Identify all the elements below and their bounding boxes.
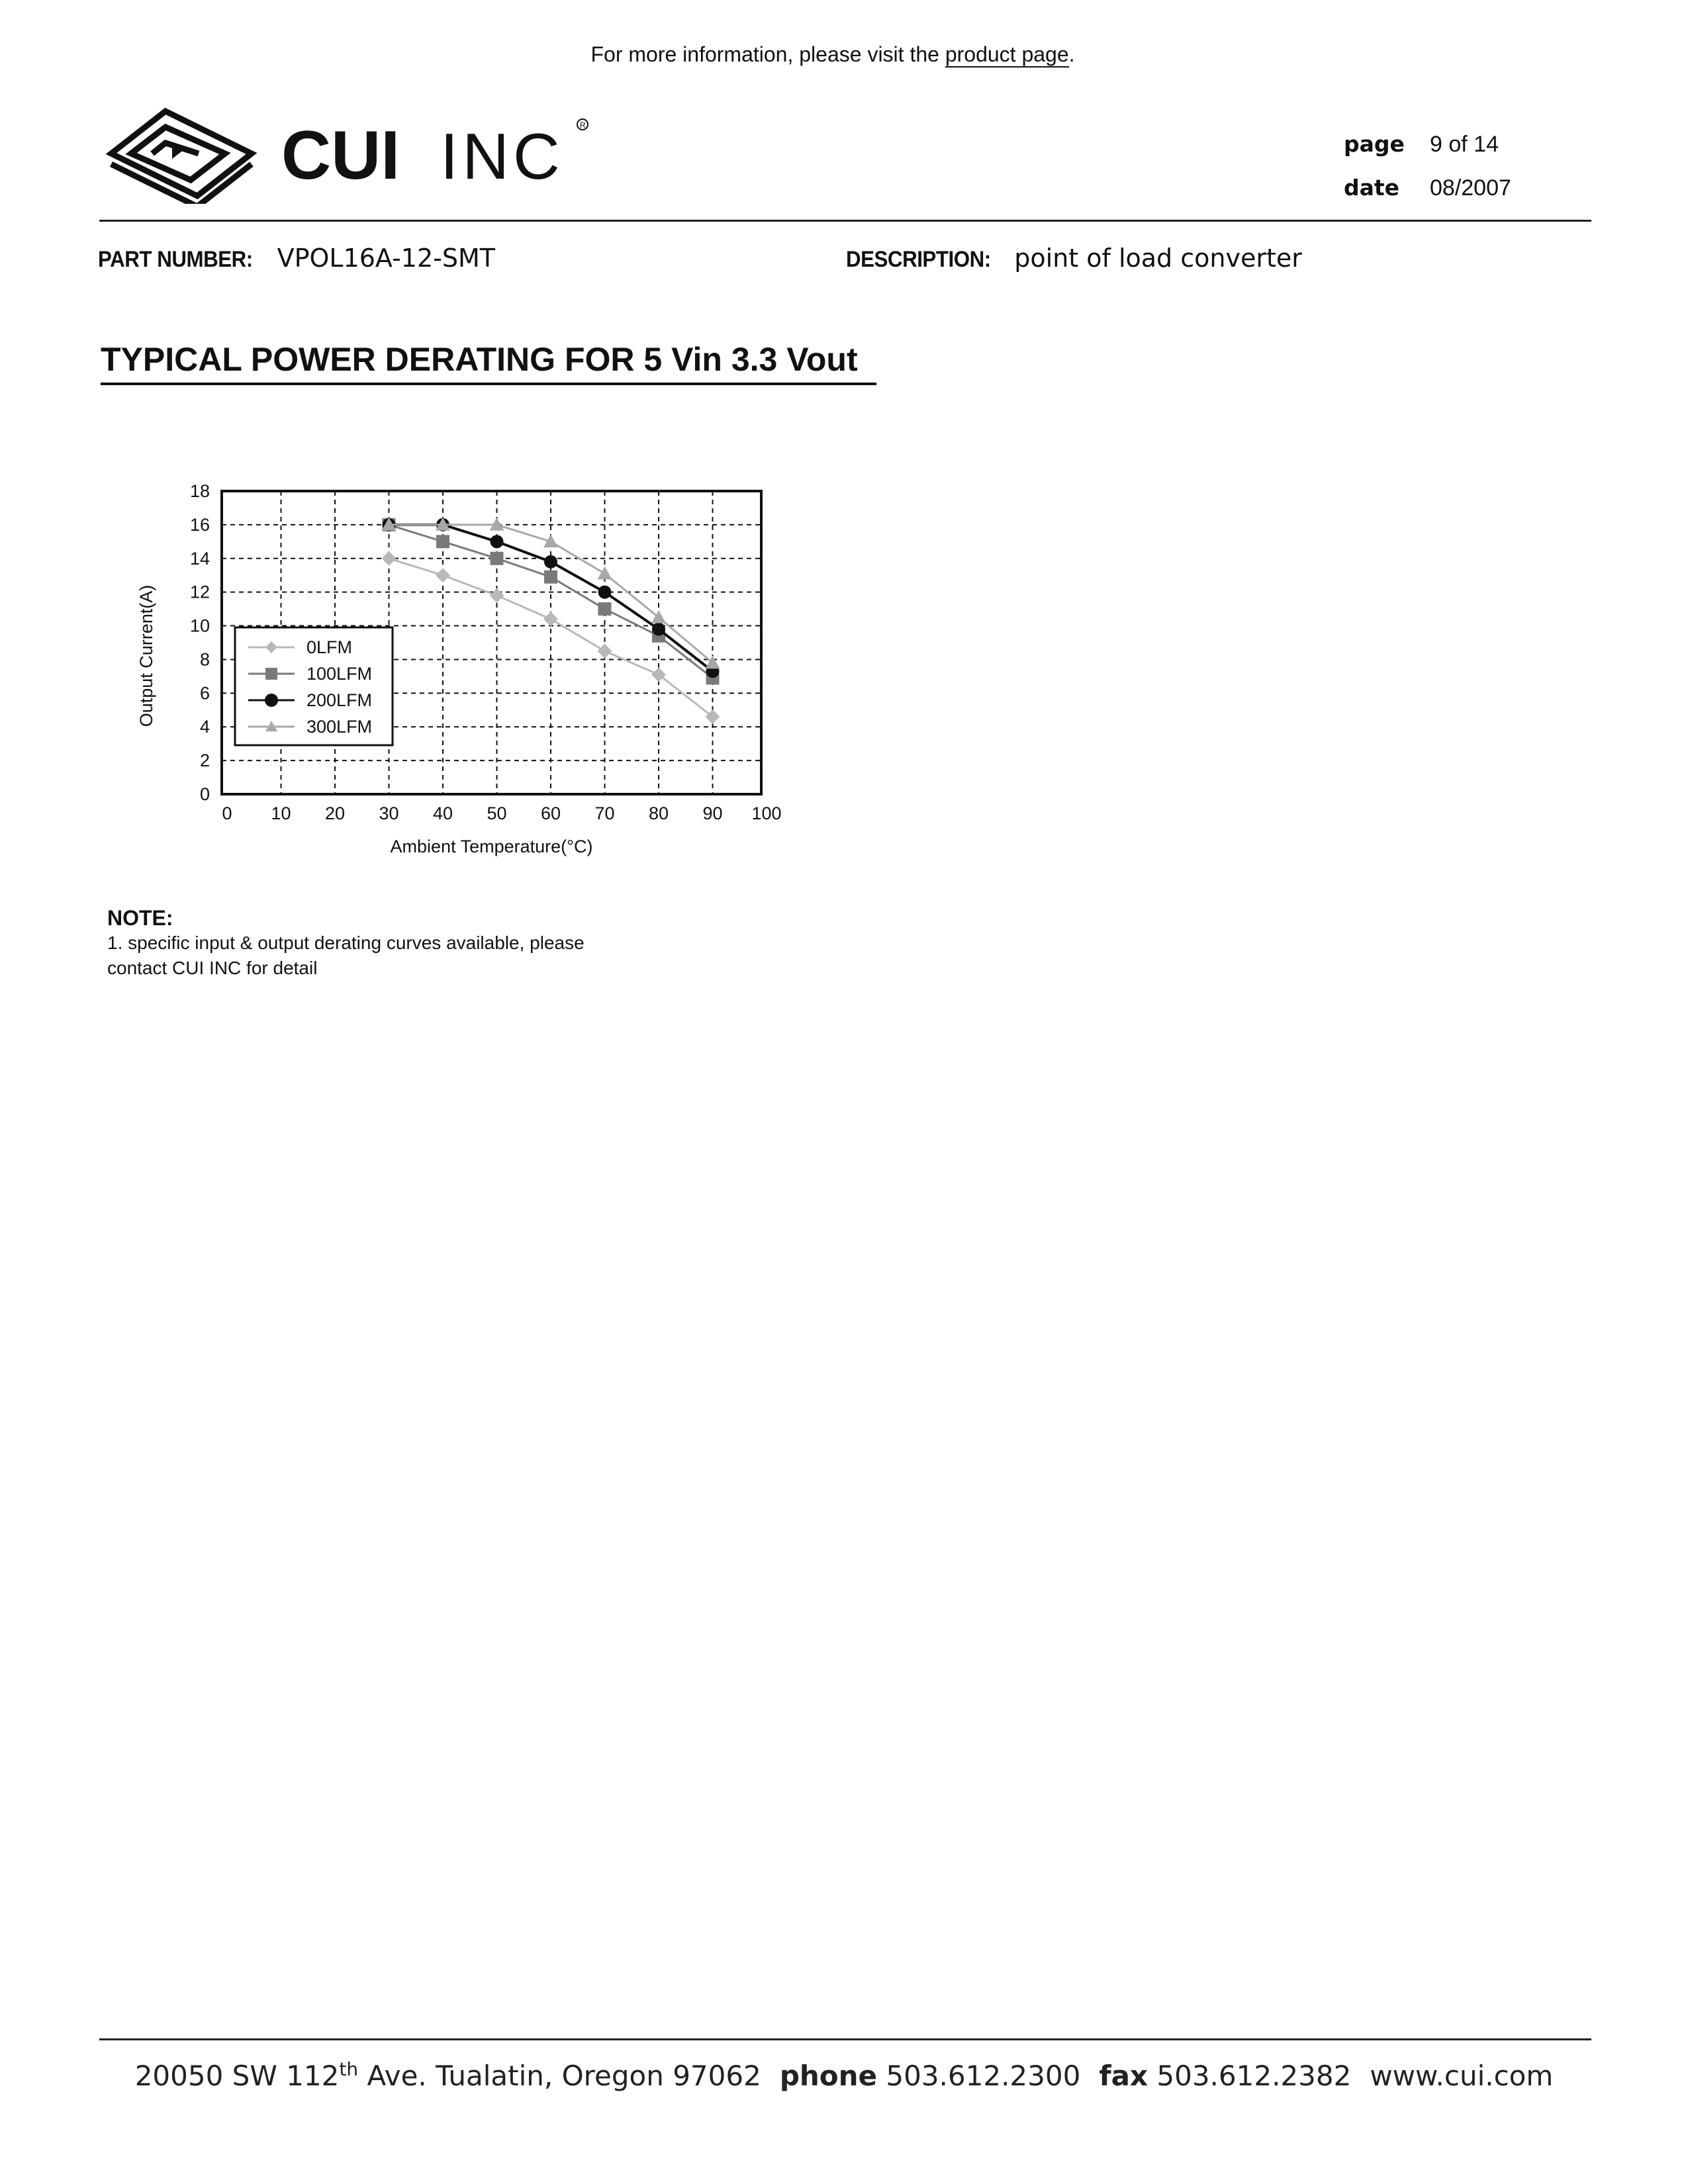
legend-swatch-marker	[265, 668, 277, 680]
x-tick-label: 90	[702, 803, 723, 823]
x-axis-label: Ambient Temperature(°C)	[390, 837, 593, 856]
data-point	[491, 535, 504, 548]
page-meta	[1344, 131, 1511, 218]
data-point	[436, 568, 450, 582]
x-tick-label: 0	[222, 803, 232, 823]
legend-label: 200LFM	[306, 690, 373, 710]
y-tick-label: 10	[189, 615, 210, 636]
top-note-suffix: .	[1068, 42, 1075, 66]
date-label: date	[1344, 175, 1400, 201]
x-tick-label: 30	[379, 803, 399, 823]
page-label: page	[1344, 131, 1405, 157]
footer-divider	[99, 2038, 1591, 2040]
data-point	[544, 570, 557, 584]
data-point	[382, 551, 397, 566]
y-axis-label: Output Current(A)	[136, 584, 156, 727]
y-tick-label: 8	[199, 649, 210, 670]
footer-address-pre: 20050 SW 112	[134, 2060, 340, 2092]
y-tick-label: 18	[189, 481, 210, 501]
note-block	[107, 905, 585, 981]
y-tick-label: 14	[189, 548, 210, 569]
data-point	[598, 567, 612, 580]
description-field	[846, 244, 1302, 273]
date-row	[1344, 175, 1511, 218]
x-tick-label: 60	[540, 803, 561, 823]
page-row	[1344, 131, 1511, 175]
footer-address-post: Ave. Tualatin, Oregon 97062	[358, 2060, 761, 2092]
logo-inc-text: INC	[440, 120, 564, 193]
derating-chart	[132, 477, 794, 874]
legend-swatch-marker	[265, 694, 278, 707]
y-tick-label: 6	[199, 683, 210, 704]
y-tick-label: 12	[189, 582, 210, 602]
part-number-value: VPOL16A-12-SMT	[277, 244, 495, 273]
footer	[0, 2058, 1688, 2092]
note-line-2: contact CUI INC for detail	[107, 958, 318, 978]
logo-cui-text: CUI	[281, 117, 400, 194]
footer-fax-value: 503.612.2382	[1156, 2060, 1352, 2092]
data-point	[544, 555, 557, 569]
data-point	[436, 535, 449, 548]
x-tick-label: 10	[271, 803, 291, 823]
x-tick-label: 100	[751, 803, 782, 823]
y-tick-label: 2	[199, 751, 210, 771]
part-number-field	[98, 244, 495, 273]
header-divider	[99, 220, 1591, 222]
description-label: DESCRIPTION:	[846, 247, 991, 272]
y-tick-label: 4	[199, 717, 210, 737]
top-info-note	[0, 42, 1665, 67]
description-value: point of load converter	[1014, 244, 1302, 273]
chart-legend	[235, 627, 393, 745]
y-tick-label: 16	[189, 514, 210, 535]
page-value: 9 of 14	[1430, 132, 1499, 157]
top-note-prefix: For more information, please visit the	[590, 42, 945, 66]
date-value: 08/2007	[1430, 175, 1511, 201]
footer-fax-label: fax	[1099, 2060, 1149, 2092]
footer-phone-label: phone	[779, 2060, 878, 2092]
data-point	[598, 644, 612, 659]
data-point	[490, 588, 504, 603]
x-tick-label: 50	[487, 803, 507, 823]
registered-mark-icon-glyph: R	[580, 120, 586, 130]
data-point	[652, 623, 665, 636]
y-tick-label: 0	[199, 784, 210, 804]
x-tick-label: 70	[594, 803, 615, 823]
part-number-label: PART NUMBER:	[98, 247, 253, 272]
note-line-1: 1. specific input & output derating curves available, please	[107, 933, 585, 953]
x-tick-label: 20	[324, 803, 346, 823]
data-point	[491, 552, 504, 565]
data-point	[543, 612, 558, 626]
footer-phone-value: 503.612.2300	[886, 2060, 1081, 2092]
note-title: NOTE:	[107, 906, 173, 930]
legend-label: 0LFM	[306, 637, 353, 657]
section-title: TYPICAL POWER DERATING FOR 5 Vin 3.3 Vout	[101, 340, 876, 385]
data-point	[598, 586, 612, 599]
x-tick-label: 80	[648, 803, 669, 823]
data-point	[598, 602, 612, 615]
legend-label: 100LFM	[306, 664, 373, 684]
legend-label: 300LFM	[306, 717, 373, 737]
footer-website-link[interactable]: www.cui.com	[1370, 2060, 1554, 2092]
cui-inc-logo	[106, 98, 609, 204]
x-tick-label: 40	[432, 803, 453, 823]
footer-address-sup: th	[339, 2058, 359, 2080]
product-page-link[interactable]: product page	[945, 42, 1069, 66]
